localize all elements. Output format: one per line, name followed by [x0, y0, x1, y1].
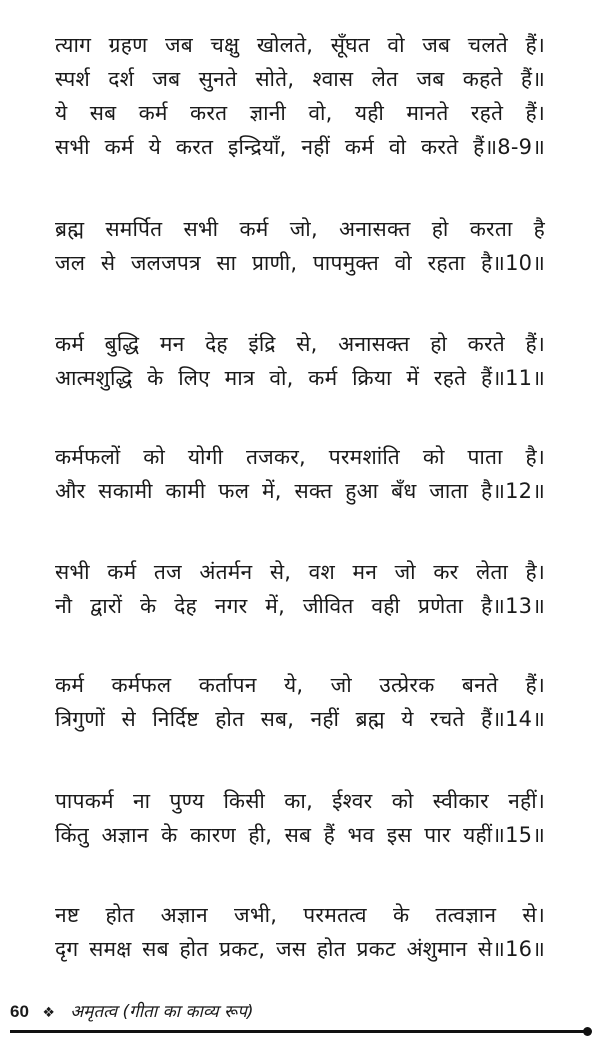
verse-line: ये सब कर्म करत ज्ञानी वो, यही मानते रहते हैं।	[55, 101, 545, 125]
stanza-verse-10	[55, 212, 545, 280]
verse-line: नौ द्वारों के देह नगर में, जीवित वही प्रणेता है॥13॥	[55, 594, 545, 618]
verse-line: आत्मशुद्धि के लिए मात्र वो, कर्म क्रिया में रहते हैं॥11॥	[55, 366, 545, 390]
verse-line: ब्रह्म समर्पित सभी कर्म जो, अनासक्त हो करता है	[55, 217, 545, 241]
verse-line: त्याग ग्रहण जब चक्षु खोलते, सूँघत वो जब चलते हैं।	[55, 33, 545, 57]
verse-line: दृग समक्ष सब होत प्रकट, जस होत प्रकट अंशुमान से॥16॥	[55, 937, 545, 961]
verse-line: सभी कर्म तज अंतर्मन से, वश मन जो कर लेता है।	[55, 560, 545, 584]
verse-line: जल से जलजपत्र सा प्राणी, पापमुक्त वो रहता है॥10॥	[55, 251, 545, 275]
stanza-verse-11	[55, 327, 545, 395]
stanza-verses-8-9	[55, 28, 545, 164]
rule-end-dot-icon	[583, 1027, 592, 1036]
stanza-verse-13	[55, 555, 545, 623]
verse-line: सभी कर्म ये करत इन्द्रियाँ, नहीं कर्म वो करते हैं॥8-9॥	[55, 135, 545, 159]
verse-line: किंतु अज्ञान के कारण ही, सब हैं भव इस पार यहीं॥15॥	[55, 823, 545, 847]
book-title: अमृतत्व (गीता का काव्य रूप)	[70, 1002, 254, 1022]
page-number: 60	[10, 1002, 29, 1021]
verse-line: कर्मफलों को योगी तजकर, परमशांति को पाता है।	[55, 445, 545, 469]
stanza-verse-16	[55, 898, 545, 966]
verse-line: स्पर्श दर्श जब सुनते सोते, श्वास लेत जब कहते हैं॥	[55, 67, 545, 91]
stanza-verse-12	[55, 440, 545, 508]
verse-line: नष्ट होत अज्ञान जभी, परमतत्व के तत्वज्ञान से।	[55, 903, 545, 927]
diamond-ornament-icon: ❖	[42, 1005, 55, 1021]
stanza-verse-15	[55, 784, 545, 852]
footer-rule	[10, 1030, 588, 1033]
verse-line: पापकर्म ना पुण्य किसी का, ईश्वर को स्वीकार नहीं।	[55, 789, 545, 813]
stanza-verse-14	[55, 668, 545, 736]
page-footer	[10, 1000, 590, 1025]
verse-line: त्रिगुणों से निर्दिष्ट होत सब, नहीं ब्रह्म ये रचते हैं॥14॥	[55, 707, 545, 731]
verse-line: कर्म कर्मफल कर्तापन ये, जो उत्प्रेरक बनते हैं।	[55, 673, 545, 697]
verse-line: कर्म बुद्धि मन देह इंद्रि से, अनासक्त हो करते हैं।	[55, 332, 545, 356]
verse-line: और सकामी कामी फल में, सक्त हुआ बँध जाता है॥12॥	[55, 479, 545, 503]
